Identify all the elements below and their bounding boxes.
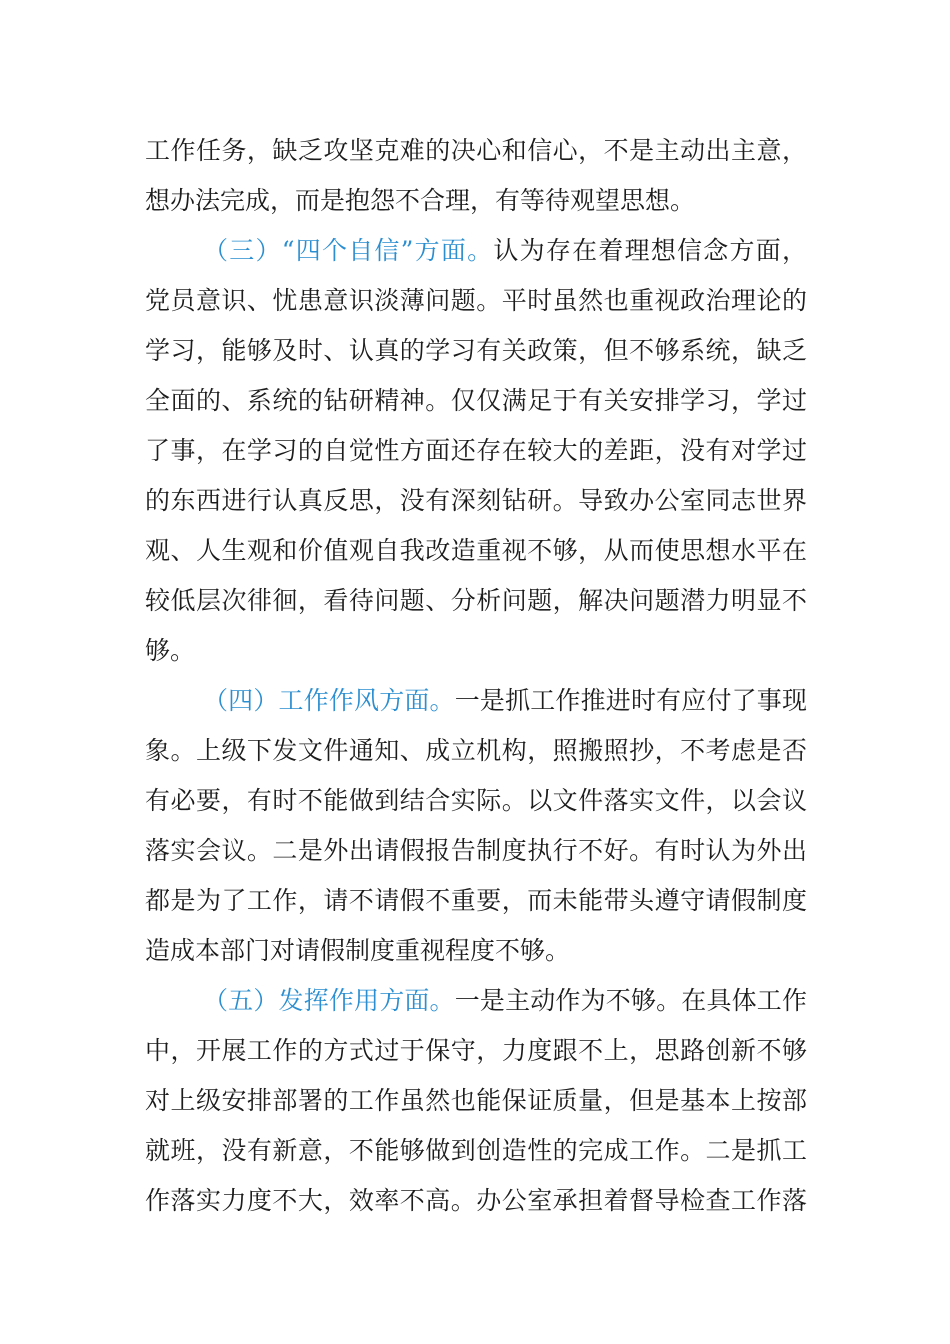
text-line: 工作任务，缺乏攻坚克难的决心和信心，不是主动出主意，: [145, 136, 807, 165]
text-span: 一是抓工作推进时有应付了事现: [454, 686, 807, 715]
text-line: 的东西进行认真反思，没有深刻钻研。导致办公室同志世界: [145, 486, 807, 515]
text-line: 观、人生观和价值观自我改造重视不够，从而使思想水平在: [145, 536, 807, 565]
text-line: 作落实力度不大，效率不高。办公室承担着督导检查工作落: [145, 1186, 807, 1215]
paragraph-work-style: [145, 676, 807, 976]
text-line: 较低层次徘徊，看待问题、分析问题，解决问题潜力明显不: [145, 586, 807, 615]
section-heading: （五）发挥作用方面。: [203, 986, 455, 1015]
text-line: 都是为了工作，请不请假不重要，而未能带头遵守请假制度: [145, 886, 807, 915]
text-line: 对上级安排部署的工作虽然也能保证质量，但是基本上按部: [145, 1086, 807, 1115]
text-line: 全面的、系统的钻研精神。仅仅满足于有关安排学习，学过: [145, 386, 807, 415]
text-line: 够。: [145, 636, 196, 665]
text-line: 学习，能够及时、认真的学习有关政策，但不够系统，缺乏: [145, 336, 807, 365]
paragraph-continuation: [145, 126, 807, 226]
document-page: [145, 126, 807, 1226]
text-line: 了事，在学习的自觉性方面还存在较大的差距，没有对学过: [145, 436, 807, 465]
paragraph-four-confidences: [145, 226, 807, 676]
text-span: 一是主动作为不够。在具体工作: [454, 986, 807, 1015]
section-heading: （四）工作作风方面。: [203, 686, 455, 715]
text-line: 落实会议。二是外出请假报告制度执行不好。有时认为外出: [145, 836, 807, 865]
section-heading: （三）“四个自信”方面。: [203, 236, 494, 265]
text-line: 就班，没有新意，不能够做到创造性的完成工作。二是抓工: [145, 1136, 807, 1165]
text-line: 造成本部门对请假制度重视程度不够。: [145, 936, 571, 965]
paragraph-playing-role: [145, 976, 807, 1226]
text-line: 想办法完成，而是抱怨不合理，有等待观望思想。: [145, 186, 696, 215]
text-line: [145, 976, 807, 1026]
text-line: 有必要，有时不能做到结合实际。以文件落实文件，以会议: [145, 786, 807, 815]
text-line: [145, 676, 807, 726]
text-line: [145, 226, 807, 276]
text-line: 象。上级下发文件通知、成立机构，照搬照抄，不考虑是否: [145, 736, 807, 765]
text-span: 认为存在着理想信念方面，: [493, 236, 807, 265]
text-line: 党员意识、忧患意识淡薄问题。平时虽然也重视政治理论的: [145, 286, 807, 315]
text-line: 中，开展工作的方式过于保守，力度跟不上，思路创新不够: [145, 1036, 807, 1065]
